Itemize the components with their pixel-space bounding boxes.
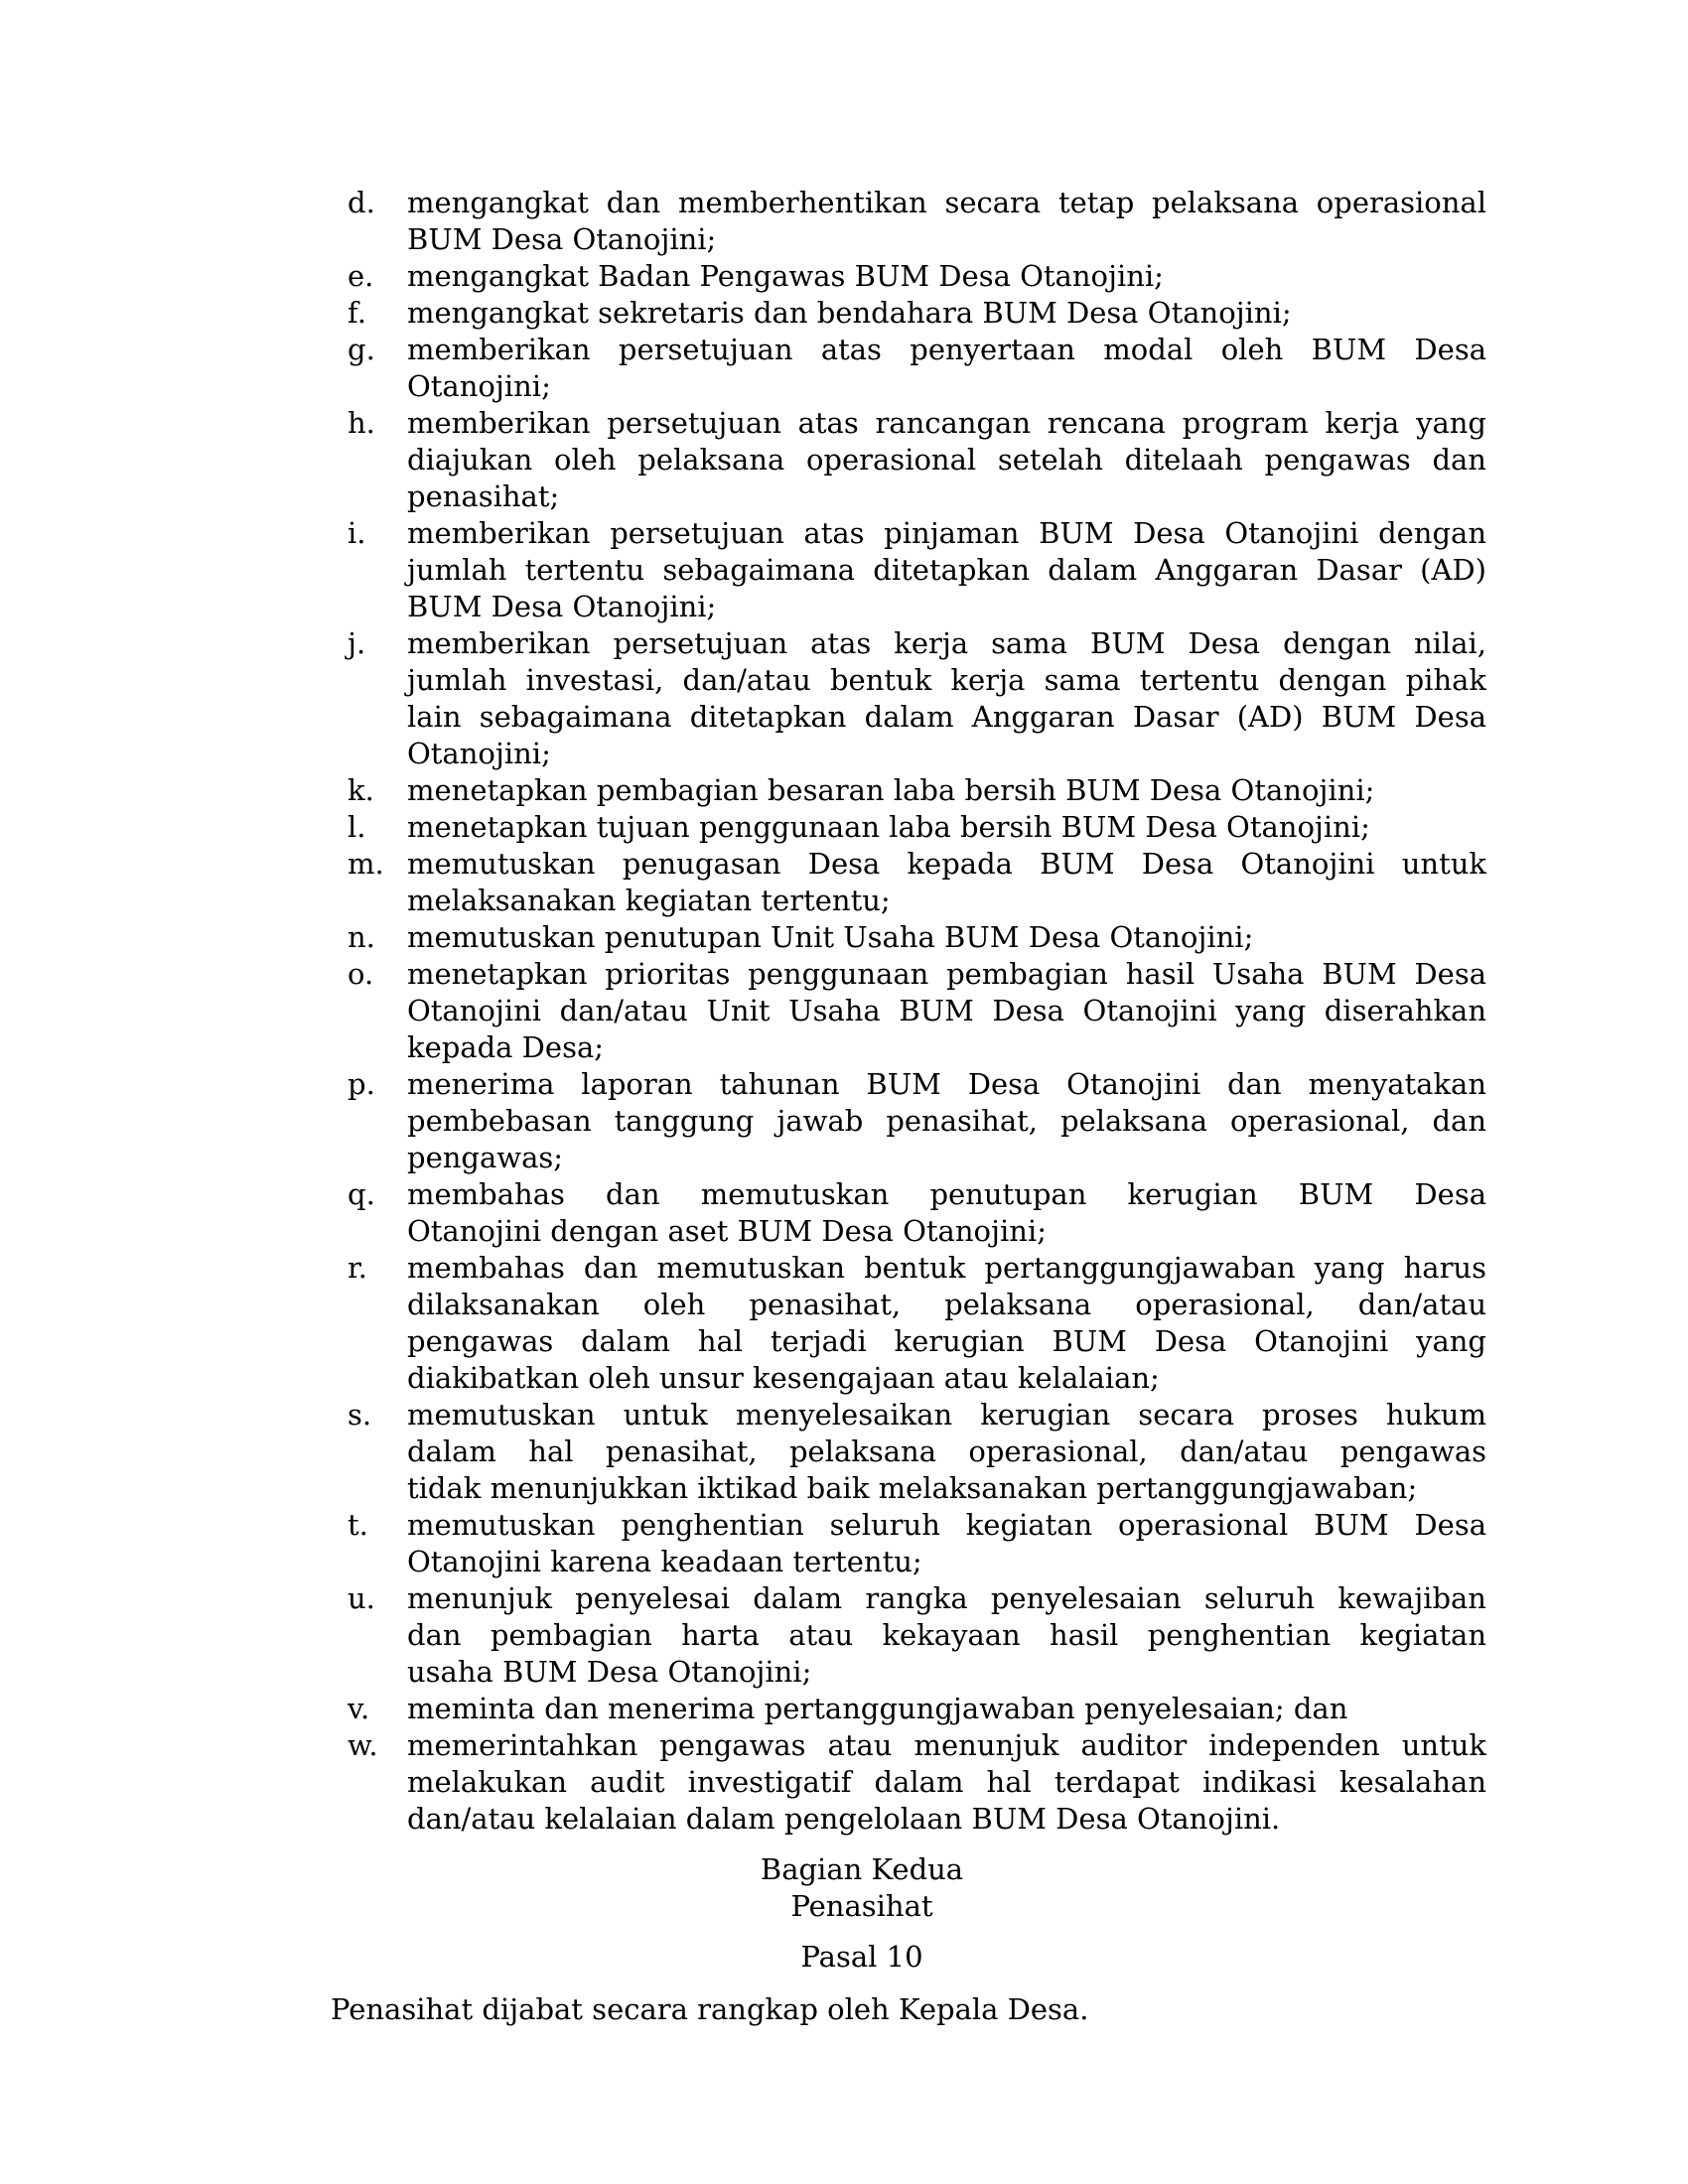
- list-item: [348, 772, 1486, 809]
- text-line: Otanojini dan/atau Unit Usaha BUM Desa Otanojini yang diserahkan: [407, 994, 1486, 1027]
- text-line: pengawas;: [407, 1141, 564, 1174]
- list-item-text: [407, 1397, 1486, 1507]
- text-line: memberikan persetujuan atas pinjaman BUM Desa Otanojini dengan: [407, 516, 1486, 550]
- list-item-text: [407, 1250, 1486, 1397]
- text-line: menetapkan tujuan penggunaan laba bersih BUM Desa Otanojini;: [407, 810, 1370, 844]
- text-line: dan pembagian harta atau kekayaan hasil penghentian kegiatan: [407, 1618, 1486, 1652]
- document-content: [331, 185, 1486, 2028]
- text-line: kepada Desa;: [407, 1030, 605, 1064]
- text-line: memutuskan penghentian seluruh kegiatan operasional BUM Desa: [407, 1508, 1486, 1542]
- closing-paragraph: Penasihat dijabat secara rangkap oleh Kepala Desa.: [331, 1992, 1089, 2026]
- text-line: mengangkat Badan Pengawas BUM Desa Otanojini;: [407, 259, 1164, 293]
- list-item-label: r.: [348, 1251, 367, 1285]
- list-item-text: [407, 846, 1486, 919]
- list-item: [348, 515, 1486, 625]
- list-item: [348, 846, 1486, 919]
- text-line: memerintahkan pengawas atau menunjuk auditor independen untuk: [407, 1728, 1486, 1762]
- list-item-text: [407, 919, 1486, 956]
- list-item: [348, 405, 1486, 515]
- list-item: [348, 1397, 1486, 1507]
- list-item-text: [407, 258, 1486, 295]
- text-line: membahas dan memutuskan bentuk pertanggungjawaban yang harus: [407, 1251, 1486, 1285]
- text-line: diajukan oleh pelaksana operasional setelah ditelaah pengawas dan: [407, 443, 1486, 477]
- list-item-label: g.: [348, 333, 375, 366]
- text-line: meminta dan menerima pertanggungjawaban penyelesaian; dan: [407, 1692, 1348, 1725]
- text-line: menerima laporan tahunan BUM Desa Otanojini dan menyatakan: [407, 1067, 1486, 1101]
- list-item: [348, 1250, 1486, 1397]
- list-item-text: [407, 405, 1486, 515]
- list-item-label: l.: [348, 810, 366, 844]
- list-item: [348, 809, 1486, 846]
- text-line: usaha BUM Desa Otanojini;: [407, 1655, 812, 1689]
- list-item-label: i.: [348, 516, 366, 550]
- list-item: [348, 1691, 1486, 1727]
- list-item-label: k.: [348, 773, 374, 807]
- text-line: diakibatkan oleh unsur kesengajaan atau kelalaian;: [407, 1361, 1160, 1395]
- list-item-text: [407, 332, 1486, 405]
- list-item-label: f.: [348, 296, 366, 330]
- list-item: [348, 956, 1486, 1066]
- clause-list: [348, 185, 1486, 1838]
- list-item-label: s.: [348, 1398, 372, 1432]
- list-item: [348, 1507, 1486, 1580]
- text-line: memutuskan penugasan Desa kepada BUM Desa Otanojini untuk: [407, 847, 1486, 881]
- list-item-label: j.: [348, 626, 366, 660]
- text-line: Otanojini karena keadaan tertentu;: [407, 1545, 922, 1578]
- list-item-label: t.: [348, 1508, 368, 1542]
- text-line: melakukan audit investigatif dalam hal terdapat indikasi kesalahan: [407, 1765, 1486, 1799]
- text-line: Otanojini;: [407, 737, 551, 770]
- list-item: [348, 258, 1486, 295]
- list-item-text: [407, 1727, 1486, 1838]
- text-line: BUM Desa Otanojini;: [407, 590, 717, 623]
- list-item-label: h.: [348, 406, 375, 440]
- text-line: memutuskan untuk menyelesaikan kerugian secara proses hukum: [407, 1398, 1486, 1432]
- text-line: penasihat;: [407, 479, 560, 513]
- list-item-text: [407, 956, 1486, 1066]
- list-item-label: m.: [348, 847, 384, 881]
- text-line: Otanojini dengan aset BUM Desa Otanojini;: [407, 1214, 1047, 1248]
- list-item-label: e.: [348, 259, 374, 293]
- list-item-text: [407, 809, 1486, 846]
- article-heading: Pasal 10: [800, 1940, 923, 1974]
- text-line: pengawas dalam hal terjadi kerugian BUM Desa Otanojini yang: [407, 1324, 1486, 1358]
- list-item-text: [407, 1580, 1486, 1691]
- text-line: pembebasan tanggung jawab penasihat, pelaksana operasional, dan: [407, 1104, 1486, 1138]
- text-line: memutuskan penutupan Unit Usaha BUM Desa Otanojini;: [407, 920, 1254, 954]
- text-line: Otanojini;: [407, 369, 551, 403]
- text-line: menunjuk penyelesai dalam rangka penyelesaian seluruh kewajiban: [407, 1581, 1486, 1615]
- list-item-label: v.: [348, 1692, 370, 1725]
- text-line: tidak menunjukkan iktikad baik melaksanakan pertanggungjawaban;: [407, 1471, 1418, 1505]
- list-item-text: [407, 1176, 1486, 1250]
- list-item-label: p.: [348, 1067, 375, 1101]
- text-line: memberikan persetujuan atas penyertaan modal oleh BUM Desa: [407, 333, 1486, 366]
- list-item-text: [407, 295, 1486, 332]
- text-line: mengangkat dan memberhentikan secara tetap pelaksana operasional: [407, 186, 1486, 219]
- list-item-text: [407, 772, 1486, 809]
- text-line: menetapkan prioritas penggunaan pembagian hasil Usaha BUM Desa: [407, 957, 1486, 991]
- list-item: [348, 185, 1486, 258]
- list-item: [348, 1727, 1486, 1838]
- list-item-text: [407, 625, 1486, 772]
- text-line: jumlah tertentu sebagaimana ditetapkan dalam Anggaran Dasar (AD): [407, 553, 1486, 587]
- list-item-label: q.: [348, 1177, 375, 1211]
- text-line: melaksanakan kegiatan tertentu;: [407, 884, 891, 917]
- text-line: dalam hal penasihat, pelaksana operasional, dan/atau pengawas: [407, 1434, 1486, 1468]
- list-item-label: n.: [348, 920, 375, 954]
- text-line: menetapkan pembagian besaran laba bersih BUM Desa Otanojini;: [407, 773, 1375, 807]
- list-item-text: [407, 185, 1486, 258]
- list-item-text: [407, 515, 1486, 625]
- list-item-label: o.: [348, 957, 374, 991]
- section-heading: [284, 1851, 1440, 1925]
- list-item: [348, 295, 1486, 332]
- section-heading-line1: Bagian Kedua: [760, 1852, 964, 1886]
- text-line: memberikan persetujuan atas rancangan rencana program kerja yang: [407, 406, 1486, 440]
- list-item-label: d.: [348, 186, 375, 219]
- text-line: jumlah investasi, dan/atau bentuk kerja sama tertentu dengan pihak: [407, 663, 1486, 697]
- text-line: mengangkat sekretaris dan bendahara BUM Desa Otanojini;: [407, 296, 1292, 330]
- text-line: membahas dan memutuskan penutupan kerugian BUM Desa: [407, 1177, 1486, 1211]
- text-line: lain sebagaimana ditetapkan dalam Anggaran Dasar (AD) BUM Desa: [407, 700, 1486, 734]
- text-line: memberikan persetujuan atas kerja sama BUM Desa dengan nilai,: [407, 626, 1486, 660]
- list-item-label: u.: [348, 1581, 375, 1615]
- list-item: [348, 919, 1486, 956]
- list-item: [348, 1580, 1486, 1691]
- list-item: [348, 625, 1486, 772]
- list-item: [348, 1066, 1486, 1176]
- list-item-text: [407, 1507, 1486, 1580]
- section-heading-line2: Penasihat: [790, 1889, 933, 1923]
- list-item-text: [407, 1066, 1486, 1176]
- list-item: [348, 1176, 1486, 1250]
- list-item: [348, 332, 1486, 405]
- list-item-label: w.: [348, 1728, 378, 1762]
- text-line: BUM Desa Otanojini;: [407, 222, 717, 256]
- list-item-text: [407, 1691, 1486, 1727]
- text-line: dilaksanakan oleh penasihat, pelaksana operasional, dan/atau: [407, 1288, 1486, 1321]
- text-line: dan/atau kelalaian dalam pengelolaan BUM Desa Otanojini.: [407, 1802, 1281, 1836]
